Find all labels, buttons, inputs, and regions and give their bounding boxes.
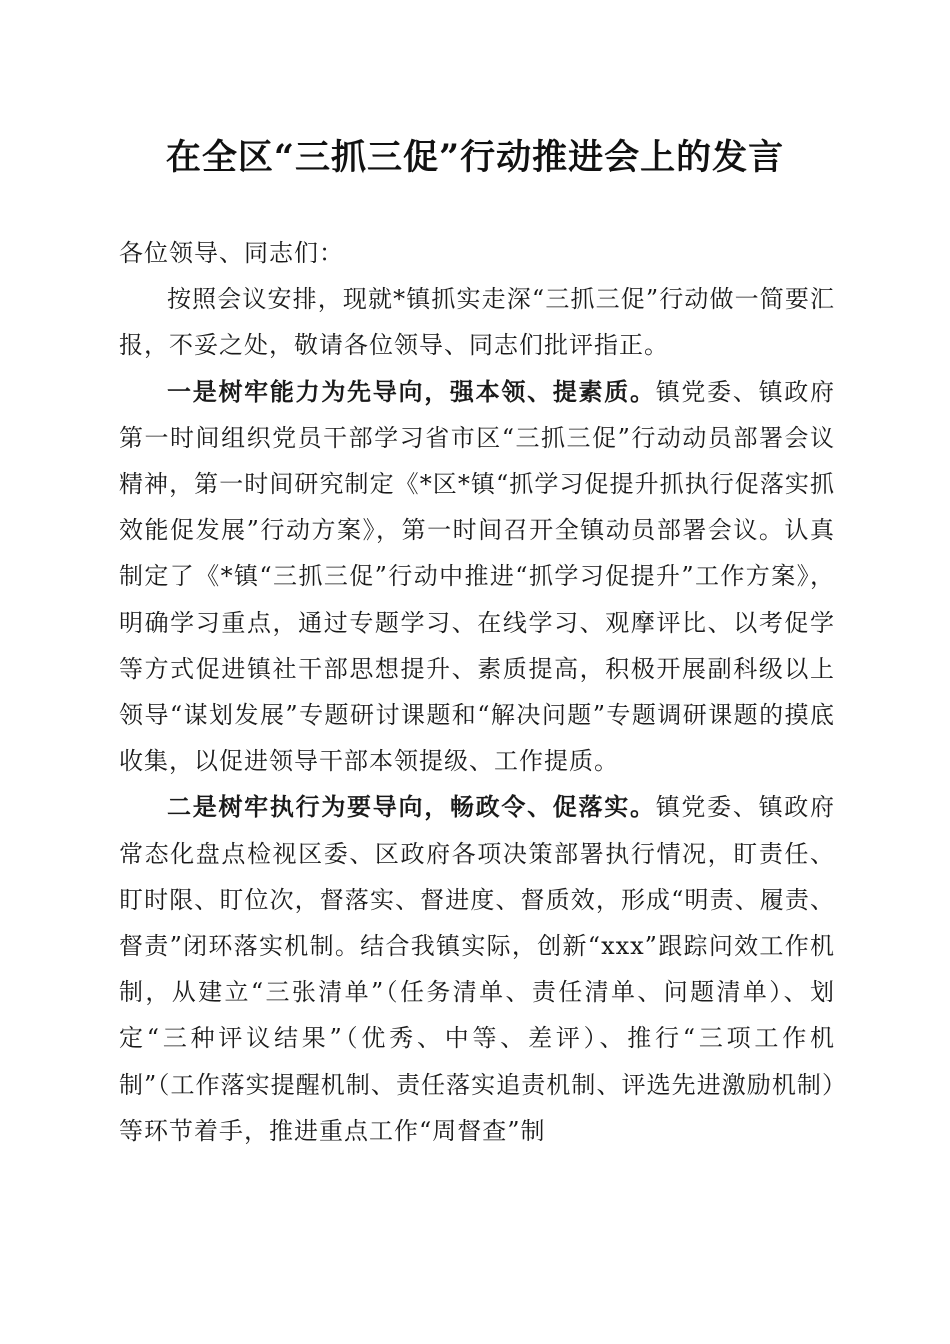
salutation: 各位领导、同志们：	[119, 239, 344, 267]
section-paragraph-2	[119, 784, 835, 1154]
section-lead-1: 一是树牢能力为先导向，强本领、提素质。	[167, 376, 656, 406]
section-text-2: 镇党委、镇政府常态化盘点检视区委、区政府各项决策部署执行情况，盯责任、盯时限、盯位次，督落实、督进度、督质效，形成“明责、履责、督责”闭环落实机制。结合我镇实际，创新“xxx”跟踪问效工作机制，从建立“三张清单”（任务清单、责任清单、问题清单）、划定“三种评议结果”（优秀、中等、差评）、推行“三项工作机制”（工作落实提醒机制、责任落实追责机制、评选先进激励机制）等环节着手，推进重点工作“周督查”制	[119, 793, 836, 1145]
intro-paragraph: 按照会议安排，现就*镇抓实走深“三抓三促”行动做一简要汇报，不妥之处，敬请各位领导、同志们批评指正。	[119, 285, 835, 360]
section-paragraph-1	[119, 369, 835, 785]
document-title: 在全区“三抓三促”行动推进会上的发言	[165, 137, 785, 178]
document-body	[119, 230, 835, 1154]
section-text-1: 镇党委、镇政府第一时间组织党员干部学习省市区“三抓三促”行动动员部署会议精神，第一时间研究制定《*区*镇“抓学习促提升抓执行促落实抓效能促发展”行动方案》，第一时间召开全镇动员部署会议。认真制定了《*镇“三抓三促”行动中推进“抓学习促提升”工作方案》，明确学习重点，通过专题学习、在线学习、观摩评比、以考促学等方式促进镇社干部思想提升、素质提高，积极开展副科级以上领导“谋划发展”专题研讨课题和“解决问题”专题调研课题的摸底收集，以促进领导干部本领提级、工作提质。	[119, 377, 836, 776]
section-lead-2: 二是树牢执行为要导向，畅政令、促落实。	[167, 792, 656, 822]
